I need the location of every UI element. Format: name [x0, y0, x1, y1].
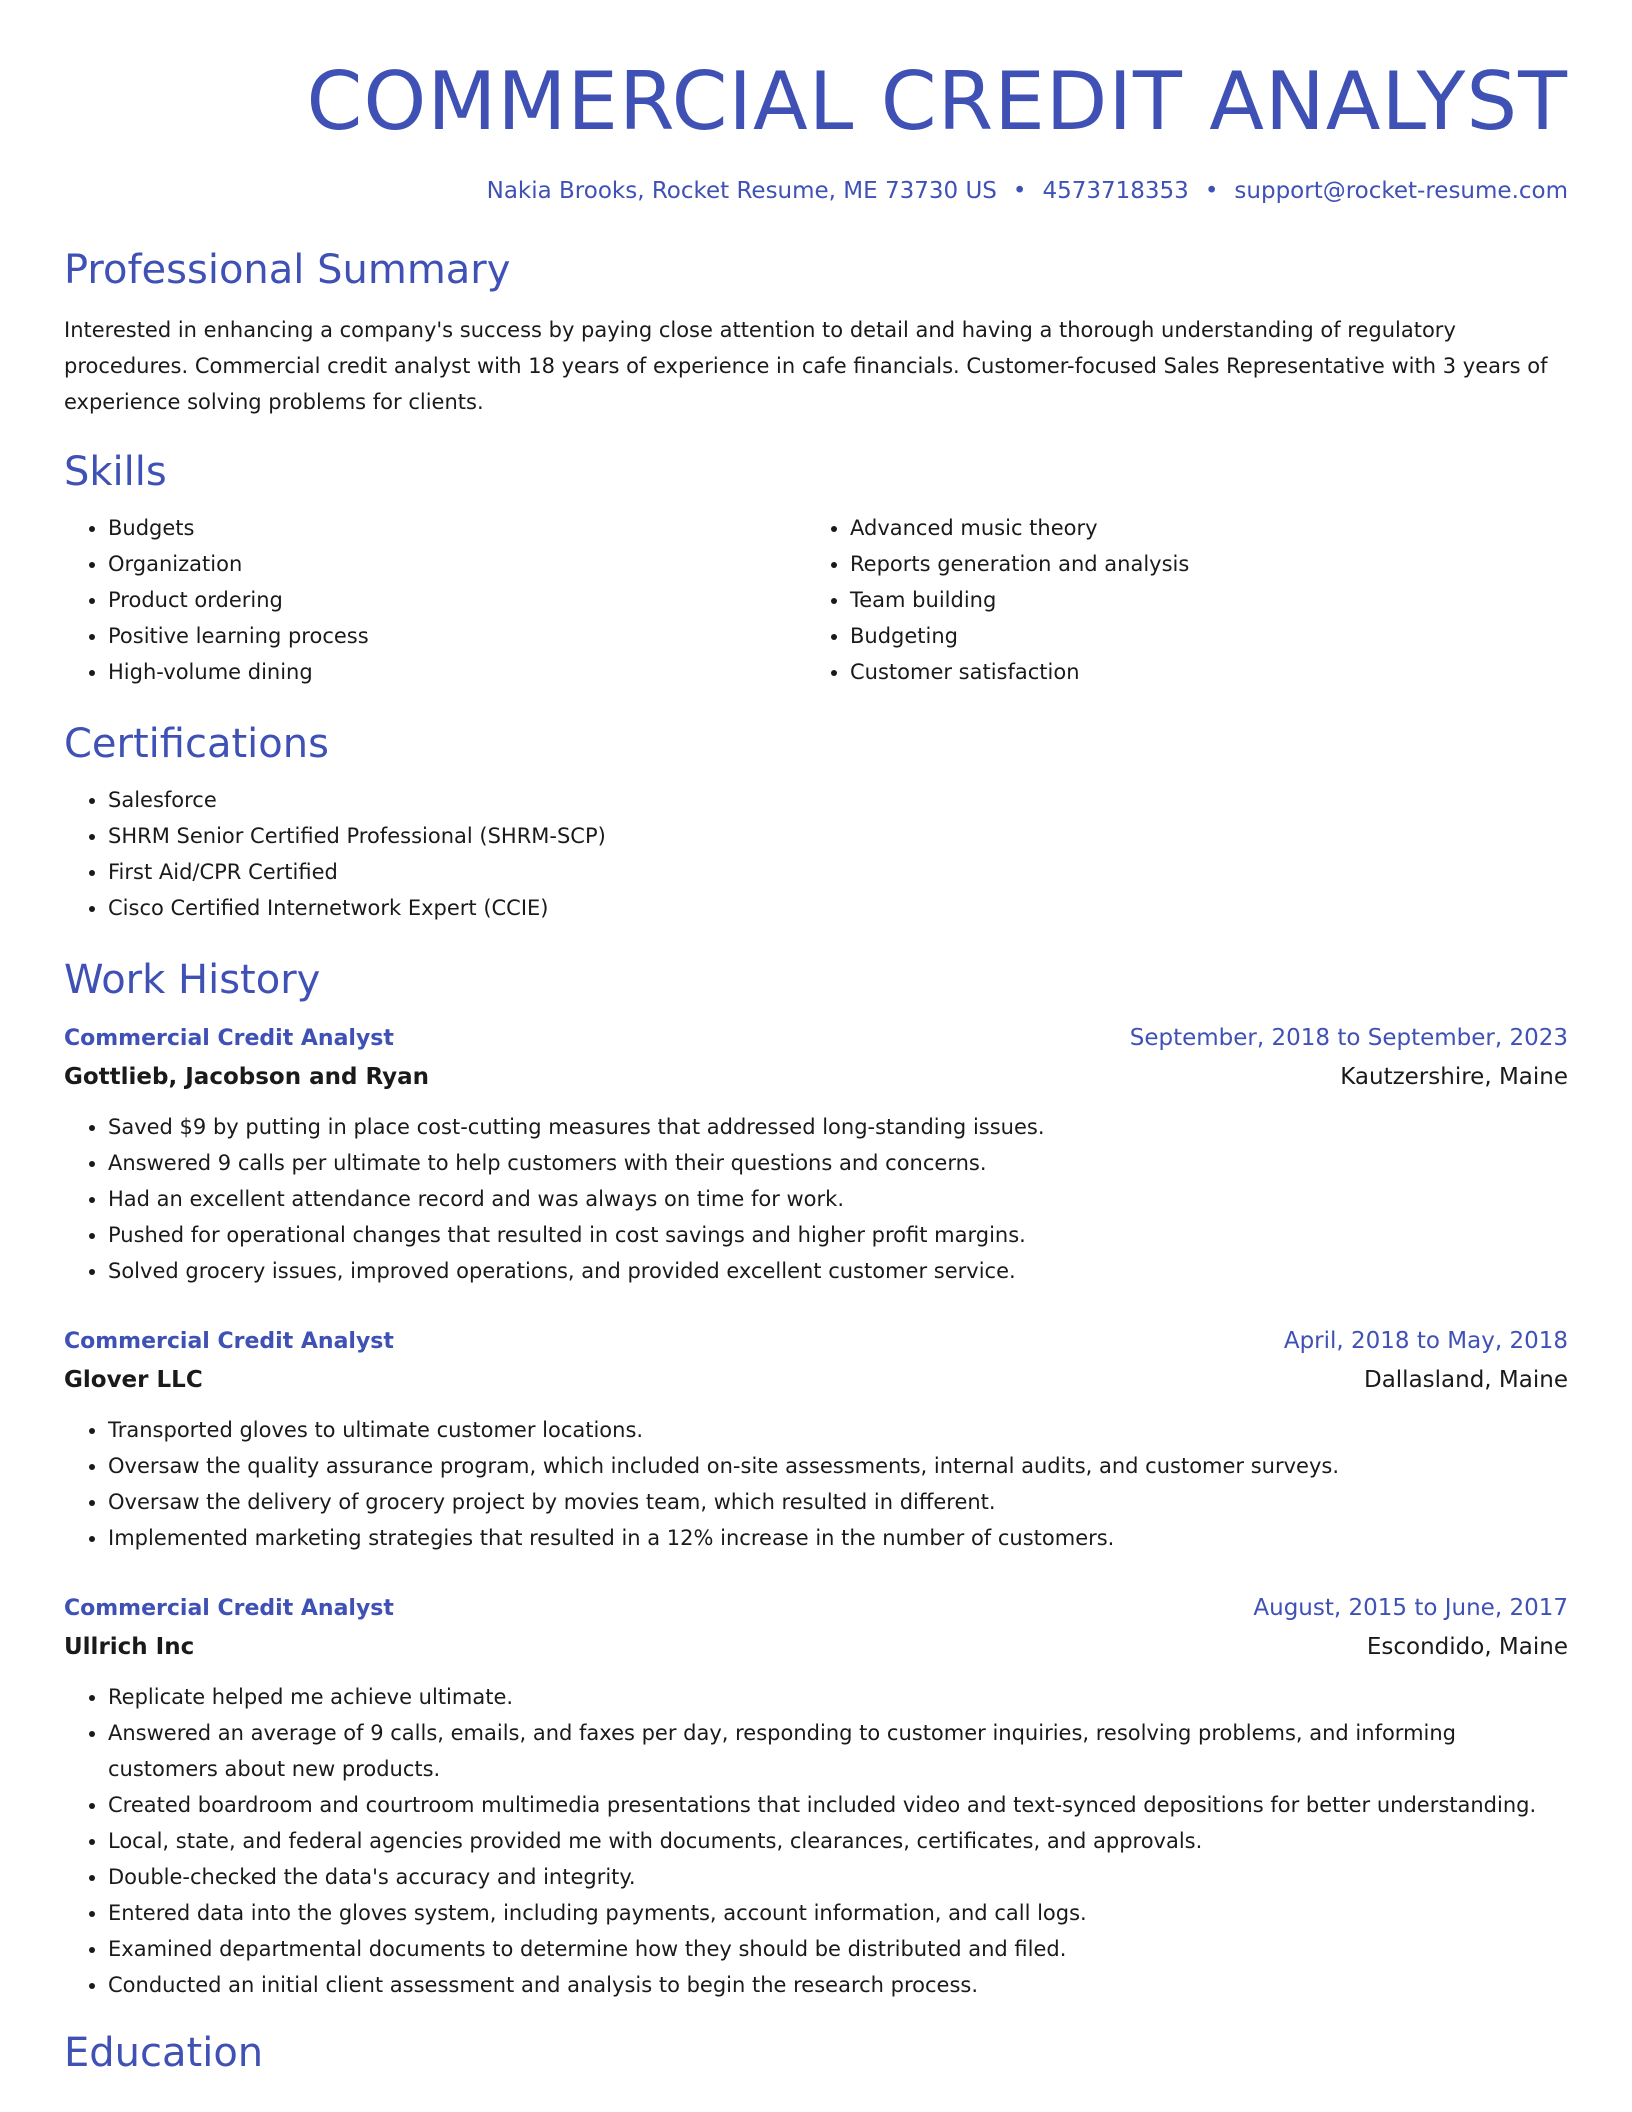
certification-item: • Salesforce	[108, 782, 1568, 818]
contact-phone: 4573718353	[1042, 178, 1189, 204]
certification-item: • Cisco Certified Internetwork Expert (CCIE)	[108, 890, 1568, 926]
job-company-row	[64, 1627, 1568, 1667]
contact-email: support@rocket-resume.com	[1234, 178, 1568, 204]
job-bullet: • Oversaw the delivery of grocery project by movies team, which resulted in different.	[108, 1484, 1568, 1520]
skill-item: • Organization	[108, 546, 806, 582]
job-bullet: • Saved $9 by putting in place cost-cutting measures that addressed long-standing issues.	[108, 1109, 1568, 1145]
skill-item: • Budgeting	[850, 618, 1548, 654]
job-bullet: • Double-checked the data's accuracy and integrity.	[108, 1859, 1568, 1895]
job-entry	[64, 1590, 1568, 2003]
job-dates: August, 2015 to June, 2017	[1253, 1595, 1568, 1621]
skills-grid	[64, 510, 1568, 690]
job-bullet-list	[64, 1109, 1568, 1289]
job-header-row	[64, 1020, 1568, 1057]
job-bullet-list	[64, 1412, 1568, 1556]
job-bullet: • Entered data into the gloves system, including payments, account information, and call logs.	[108, 1895, 1568, 1931]
certifications-heading: Certifications	[64, 721, 329, 767]
job-company-row	[64, 1360, 1568, 1400]
job-location: Kautzershire, Maine	[1340, 1064, 1568, 1090]
job-location: Dallasland, Maine	[1363, 1367, 1568, 1393]
job-bullet: • Conducted an initial client assessment and analysis to begin the research process.	[108, 1967, 1568, 2003]
skills-column-right	[806, 510, 1548, 690]
resume-page	[64, 0, 1568, 2077]
job-header-row	[64, 1323, 1568, 1360]
certification-item: • First Aid/CPR Certified	[108, 854, 1568, 890]
job-bullet: • Oversaw the quality assurance program, which included on-site assessments, internal audits, and customer surveys.	[108, 1448, 1568, 1484]
job-dates: September, 2018 to September, 2023	[1129, 1025, 1568, 1051]
job-bullet: • Had an excellent attendance record and was always on time for work.	[108, 1181, 1568, 1217]
job-bullet: • Local, state, and federal agencies provided me with documents, clearances, certificates, and approvals.	[108, 1823, 1568, 1859]
contact-address: Nakia Brooks, Rocket Resume, ME 73730 US	[486, 178, 997, 204]
job-bullet: • Created boardroom and courtroom multimedia presentations that included video and text-synced depositions for better understanding.	[108, 1787, 1568, 1823]
skill-item: • Positive learning process	[108, 618, 806, 654]
certifications-list	[64, 782, 1568, 926]
job-entry	[64, 1323, 1568, 1556]
skills-list-right	[806, 510, 1548, 690]
job-entry	[64, 1020, 1568, 1289]
job-bullet: • Implemented marketing strategies that resulted in a 12% increase in the number of customers.	[108, 1520, 1568, 1556]
skill-item: • Team building	[850, 582, 1548, 618]
job-bullet-list	[64, 1679, 1568, 2003]
job-bullet: • Pushed for operational changes that resulted in cost savings and higher profit margins.	[108, 1217, 1568, 1253]
contact-line	[64, 176, 1568, 206]
job-company-row	[64, 1057, 1568, 1097]
contact-separator: •	[1204, 178, 1219, 204]
job-bullet: • Replicate helped me achieve ultimate.	[108, 1679, 1568, 1715]
skills-list-left	[64, 510, 806, 690]
job-title: Commercial Credit Analyst	[64, 1329, 394, 1354]
certification-item: • SHRM Senior Certified Professional (SHRM-SCP)	[108, 818, 1568, 854]
job-dates: April, 2018 to May, 2018	[1283, 1328, 1568, 1354]
job-company: Gottlieb, Jacobson and Ryan	[64, 1064, 430, 1090]
summary-heading: Professional Summary	[64, 247, 511, 293]
skill-item: • Customer satisfaction	[850, 654, 1548, 690]
job-company: Ullrich Inc	[64, 1634, 195, 1660]
job-bullet: • Answered an average of 9 calls, emails, and faxes per day, responding to customer inquiries, resolving problems, and informing customers about new products.	[108, 1715, 1568, 1787]
job-title: Commercial Credit Analyst	[64, 1026, 394, 1051]
job-bullet: • Answered 9 calls per ultimate to help customers with their questions and concerns.	[108, 1145, 1568, 1181]
skill-item: • Budgets	[108, 510, 806, 546]
job-header-row	[64, 1590, 1568, 1627]
education-heading: Education	[64, 2030, 264, 2076]
job-company: Glover LLC	[64, 1367, 203, 1393]
job-title: Commercial Credit Analyst	[64, 1596, 394, 1621]
job-location: Escondido, Maine	[1366, 1634, 1568, 1660]
skill-item: • Reports generation and analysis	[850, 546, 1548, 582]
skills-heading: Skills	[64, 449, 167, 495]
job-bullet: • Transported gloves to ultimate customer locations.	[108, 1412, 1568, 1448]
work-history-heading: Work History	[64, 957, 321, 1003]
job-bullet: • Solved grocery issues, improved operations, and provided excellent customer service.	[108, 1253, 1568, 1289]
skill-item: • Product ordering	[108, 582, 806, 618]
skill-item: • Advanced music theory	[850, 510, 1548, 546]
skill-item: • High-volume dining	[108, 654, 806, 690]
summary-text: Interested in enhancing a company's success by paying close attention to detail and having a thorough understanding of regulatory procedures. Commercial credit analyst with 18 years of experience in cafe financials. Customer-focused Sales Representative with 3 years of experience solving problems for clients.	[64, 318, 1548, 414]
resume-title: COMMERCIAL CREDIT ANALYST	[306, 55, 1568, 148]
job-bullet: • Examined departmental documents to determine how they should be distributed and filed.	[108, 1931, 1568, 1967]
contact-separator: •	[1012, 178, 1027, 204]
skills-column-left	[64, 510, 806, 690]
